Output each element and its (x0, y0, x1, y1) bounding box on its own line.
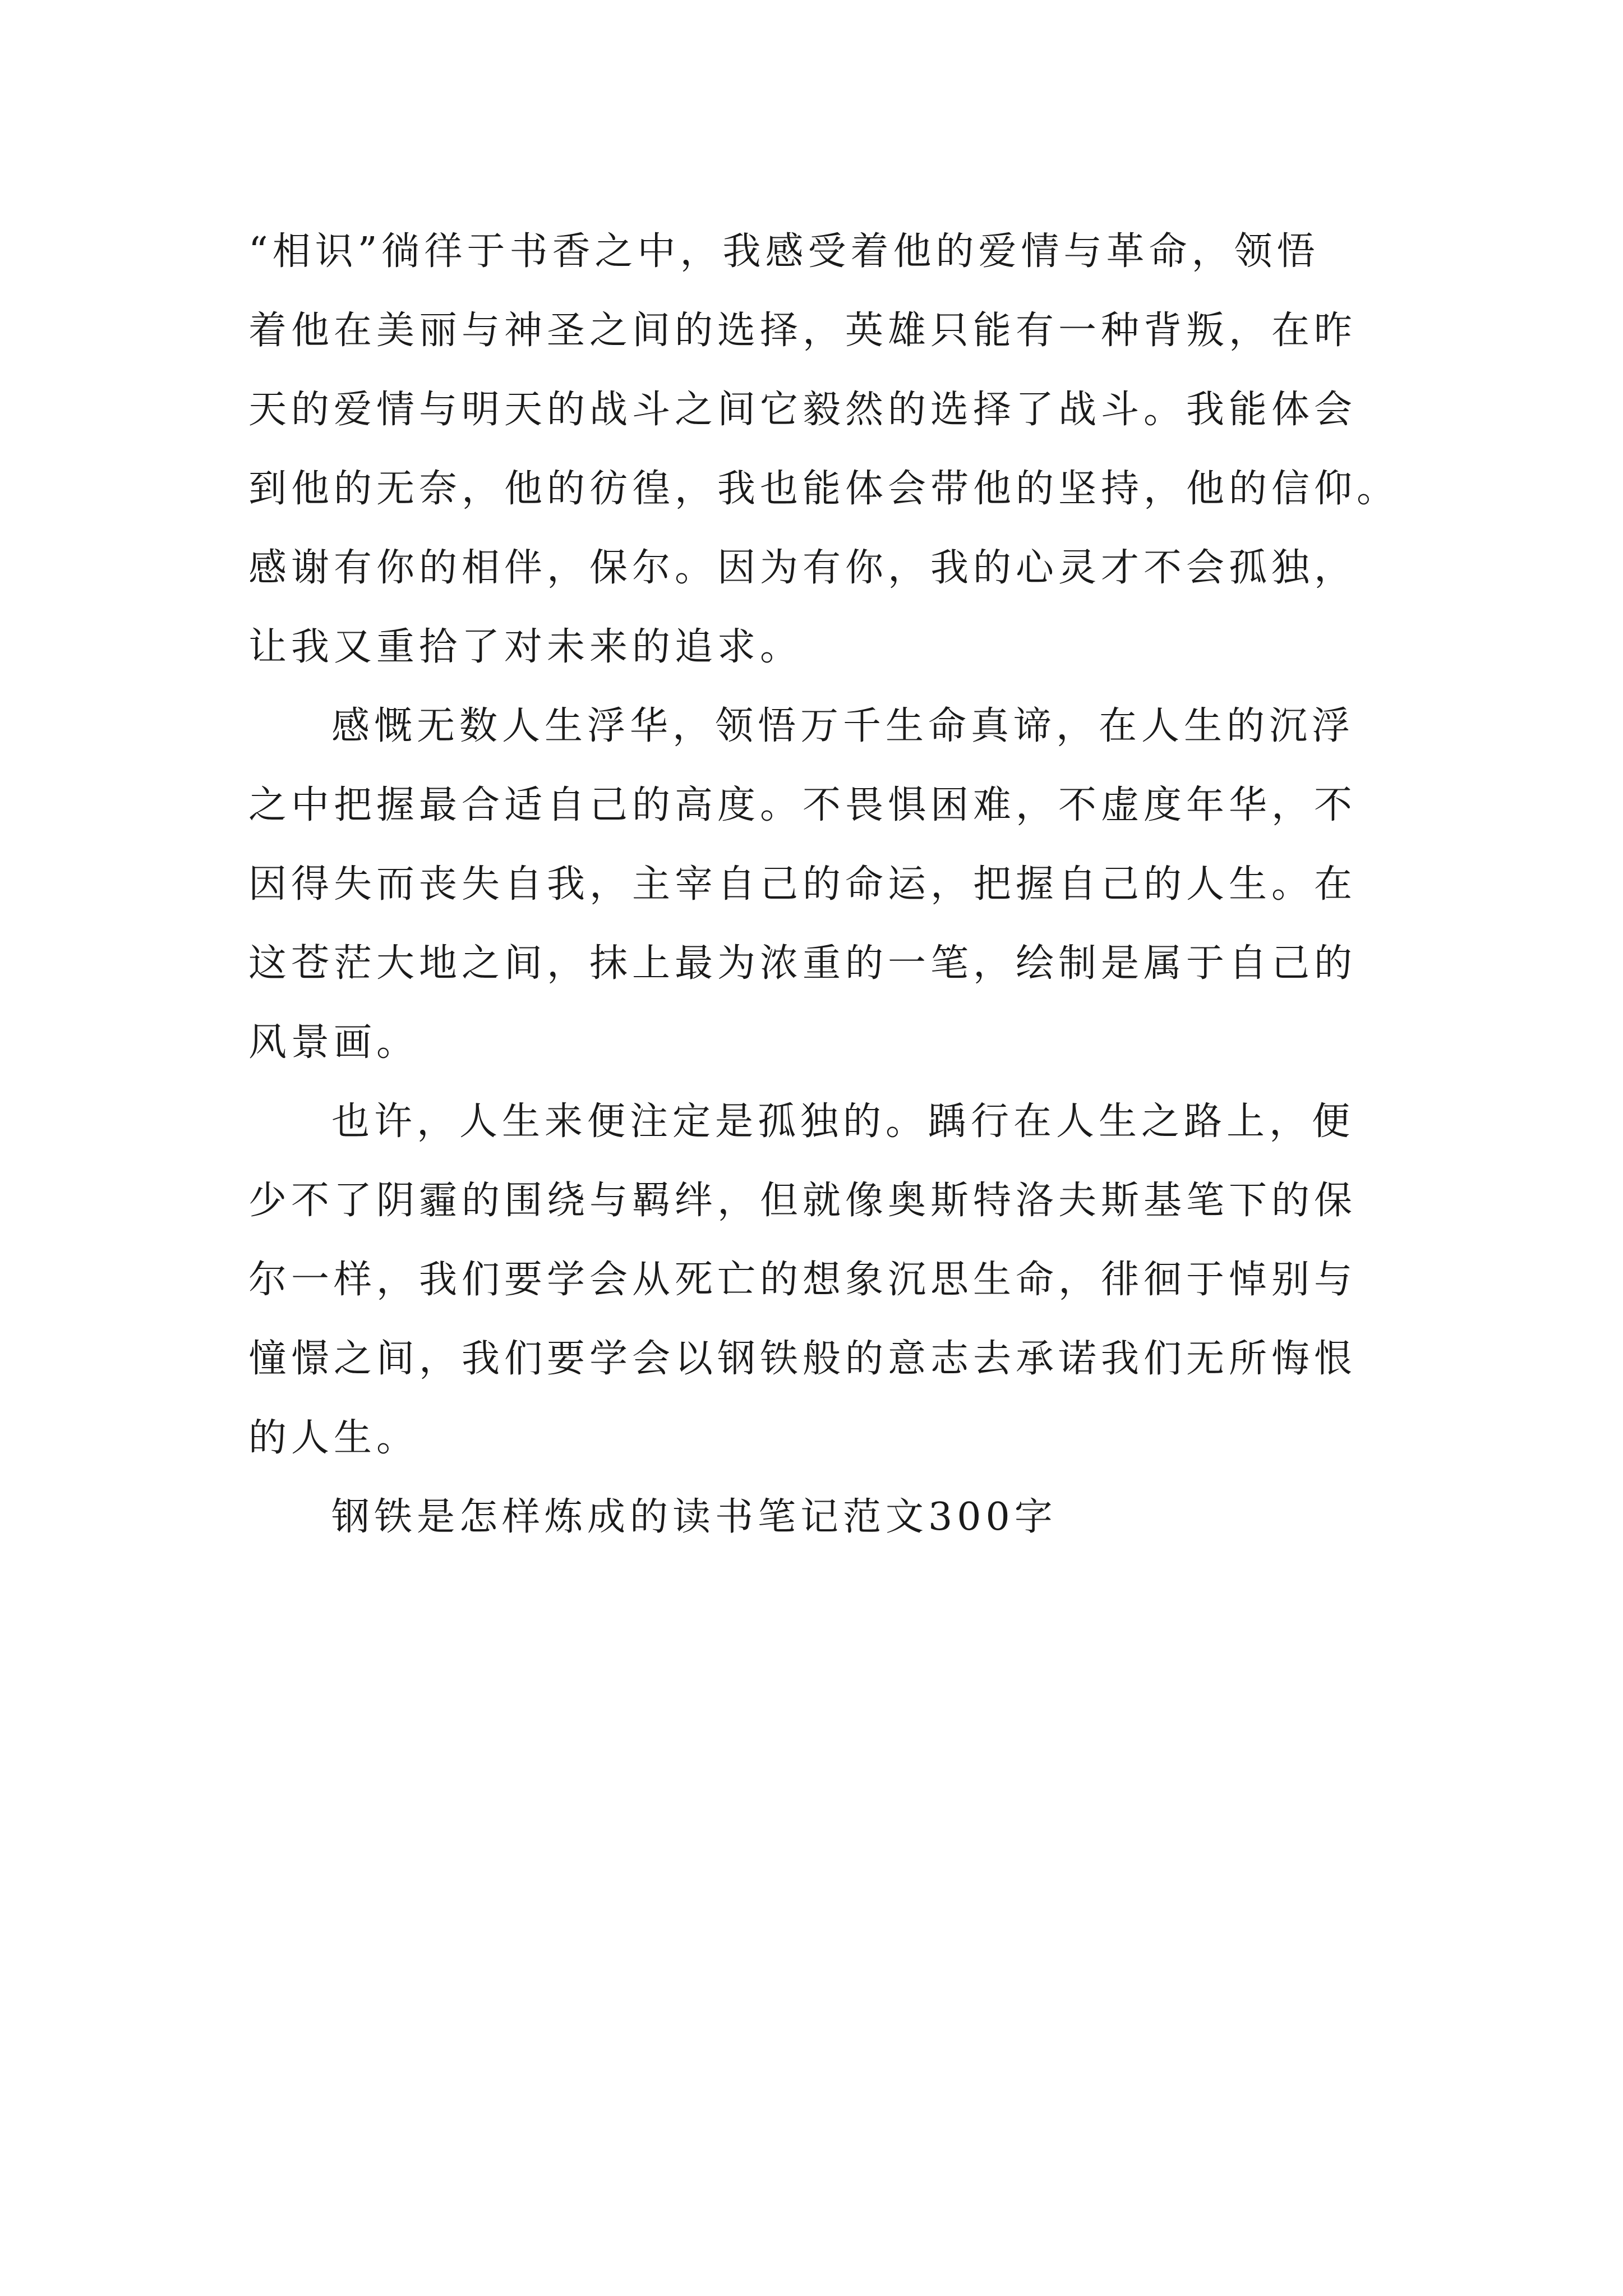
text-line: 因得失而丧失自我，主宰自己的命运，把握自己的人生。在 (248, 862, 1357, 907)
paragraph-3 (248, 1082, 1393, 1478)
text-line: 风景画。 (248, 1020, 419, 1065)
text-line: 憧憬之间，我们要学会以钢铁般的意志去承诺我们无所悔恨 (248, 1337, 1357, 1381)
paragraph-4 (248, 1478, 1393, 1557)
text-line: 让我又重拾了对未来的追求。 (248, 625, 803, 669)
text-line: 到他的无奈，他的彷徨，我也能体会带他的坚持，他的信仰。 (248, 467, 1400, 511)
text-line: 着他在美丽与神圣之间的选择，英雄只能有一种背叛，在昨 (248, 309, 1357, 353)
text-line: “相识”徜徉于书香之中，我感受着他的爱情与革命，领悟 (248, 229, 1320, 274)
document-body (248, 212, 1400, 1557)
section-heading: 钢铁是怎样炼成的读书笔记范文300字 (331, 1495, 1057, 1539)
paragraph-2 (248, 687, 1393, 1082)
text-line: 感慨无数人生浮华，领悟万千生命真谛，在人生的沉浮 (331, 704, 1355, 748)
text-line: 这苍茫大地之间，抹上最为浓重的一笔，绘制是属于自己的 (248, 941, 1357, 986)
text-line: 少不了阴霾的围绕与羁绊，但就像奥斯特洛夫斯基笔下的保 (248, 1179, 1357, 1223)
text-line: 之中把握最合适自己的高度。不畏惧困难，不虚度年华，不 (248, 783, 1357, 827)
text-line: 也许，人生来便注定是孤独的。踽行在人生之路上，便 (331, 1099, 1355, 1144)
text-line: 尔一样，我们要学会从死亡的想象沉思生命，徘徊于悼别与 (248, 1258, 1357, 1302)
paragraph-1 (248, 212, 1400, 687)
text-line: 天的爱情与明天的战斗之间它毅然的选择了战斗。我能体会 (248, 388, 1357, 432)
text-line: 感谢有你的相伴，保尔。因为有你，我的心灵才不会孤独， (248, 546, 1357, 590)
text-line: 的人生。 (248, 1416, 419, 1460)
